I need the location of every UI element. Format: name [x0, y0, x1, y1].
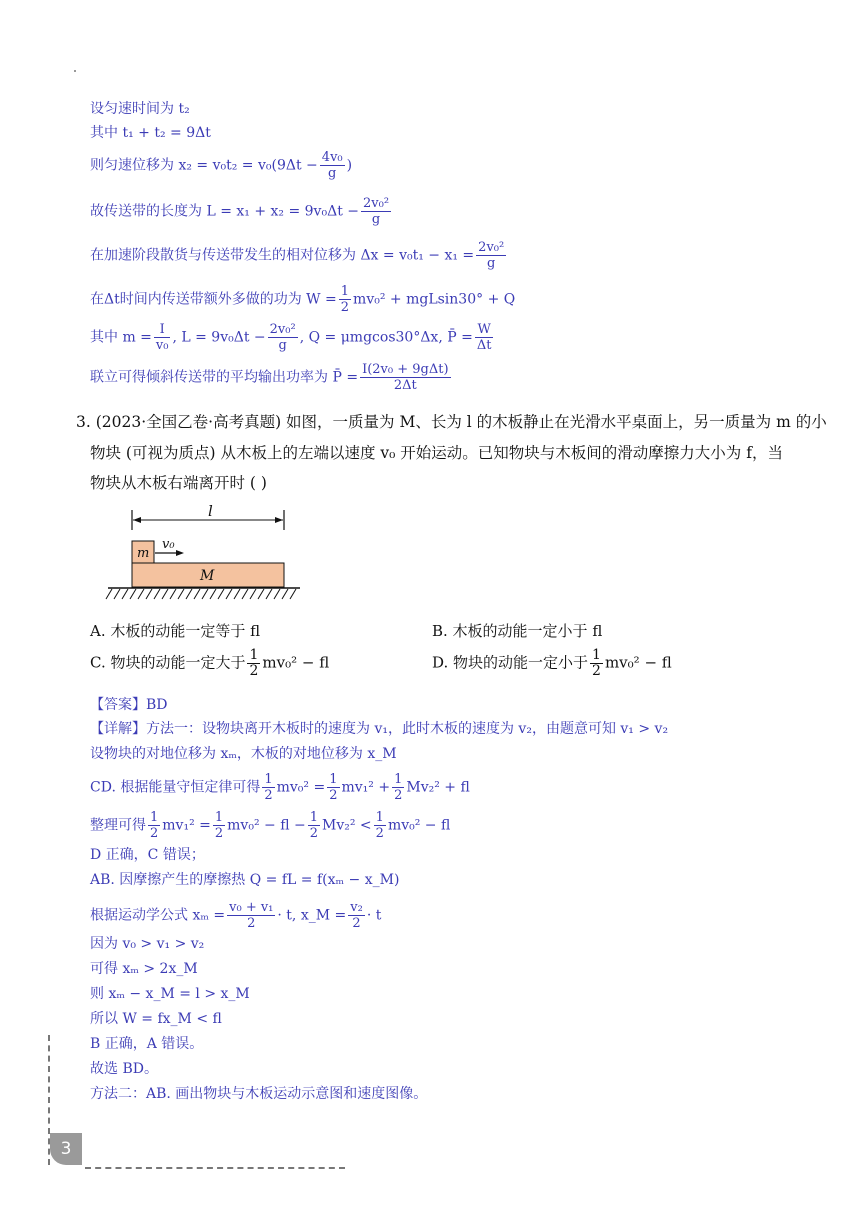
explanation-line: AB. 因摩擦产生的摩擦热 Q = fL = f(xₘ − x_M): [90, 872, 400, 888]
explanation-line: CD. 根据能量守恒定律可得 $\frac{1}{2}$ mv₀² = $\frac{1}{2}$ mv₁² + $\frac{1}{2}$ Mv₂² + fl: [90, 772, 470, 803]
explanation-line: 【详解】方法一：设物块离开木板时的速度为 v₁，此时木板的速度为 v₂，由题意可知 v₁ > v₂: [90, 721, 669, 737]
question-line: 物块 (可视为质点) 从木板上的左端以速度 v₀ 开始运动。已知物块与木板间的滑动摩擦力大小为 f，当: [90, 444, 783, 462]
solution-line: 在加速阶段散货与传送带发生的相对位移为 Δx = v₀t₁ − x₁ = $\frac{\text{2v₀²}}{g}$: [90, 240, 505, 271]
question-line: 3. (2023·全国乙卷·高考真题) 如图，一质量为 M、长为 l 的木板静止在光滑水平桌面上，另一质量为 m 的小: [76, 413, 827, 431]
option-c: C. 物块的动能一定大于 $\frac{1}{2}$ mv₀² − fl: [90, 647, 330, 679]
answer-label: 【答案】BD: [90, 697, 168, 713]
scan-dot: [74, 70, 76, 72]
arrowhead-left: [133, 517, 141, 523]
board-label: M: [200, 568, 215, 584]
explanation-line: D 正确，C 错误；: [90, 847, 205, 863]
length-label: l: [208, 502, 213, 520]
explanation-line: 设物块的对地位移为 xₘ，木板的对地位移为 x_M: [90, 746, 397, 762]
explanation-line: 方法二：AB. 画出物块与木板运动示意图和速度图像。: [90, 1086, 428, 1102]
explanation-line: 所以 W = fx_M < fl: [90, 1011, 222, 1027]
solution-line: 其中 t₁ + t₂ = 9Δt: [90, 125, 211, 141]
explanation-line: 故选 BD。: [90, 1061, 158, 1077]
solution-line: 其中 m = $\frac{I}{\text{v₀}}$ , L = 9v₀Δt − $\frac{\text{2v₀²}}{g}$ , Q = μmgcos30°Δx, P̄ = $\frac{W}{\Delta t}$: [90, 322, 492, 353]
option-b: B. 木板的动能一定小于 fl: [432, 622, 603, 640]
explanation-line: 则 xₘ − x_M = l > x_M: [90, 986, 250, 1002]
solution-line: 设匀速时间为 t₂: [90, 101, 190, 117]
option-a: A. 木板的动能一定等于 fl: [90, 622, 261, 640]
solution-line: 在Δt时间内传送带额外多做的功为 W = $\frac{1}{2}$ mv₀² + mgLsin30° + Q: [90, 284, 516, 315]
footer-dashed-line: [85, 1167, 345, 1169]
explanation-line: 整理可得 $\frac{1}{2}$ mv₁² = $\frac{1}{2}$ mv₀² − fl − $\frac{1}{2}$ Mv₂² < $\frac{1}{2}$ mv₀² − fl: [90, 810, 451, 841]
page-number: 3: [50, 1133, 82, 1165]
board-block-figure: [100, 500, 310, 606]
block-label: m: [137, 546, 150, 561]
solution-line: 故传送带的长度为 L = x₁ + x₂ = 9v₀Δt − $\frac{\text{2v₀²}}{g}$: [90, 196, 390, 227]
option-d: D. 物块的动能一定小于 $\frac{1}{2}$ mv₀² − fl: [432, 647, 672, 679]
explanation-line: 可得 xₘ > 2x_M: [90, 961, 198, 977]
table-hatching: [106, 589, 296, 599]
explanation-line: 因为 v₀ > v₁ > v₂: [90, 936, 205, 952]
velocity-label: v₀: [162, 537, 175, 552]
explanation-line: 根据运动学公式 xₘ = $\frac{\text{v₀ + v₁}}{2}$ · t, x_M = $\frac{\text{v₂}}{2}$ · t: [90, 900, 382, 931]
explanation-line: B 正确，A 错误。: [90, 1036, 204, 1052]
solution-line: 则匀速位移为 x₂ = v₀t₂ = v₀(9Δt − $\frac{\text{4v₀}}{g}$ ): [90, 150, 353, 181]
solution-line: 联立可得倾斜传送带的平均输出功率为 P̄ = $\frac{\text{I(2v₀ + 9gΔt)}}{2\Delta t}$: [90, 362, 449, 393]
arrowhead-right: [275, 517, 283, 523]
velocity-arrowhead: [176, 550, 184, 556]
question-line: 物块从木板右端离开时 ( ): [90, 474, 267, 492]
